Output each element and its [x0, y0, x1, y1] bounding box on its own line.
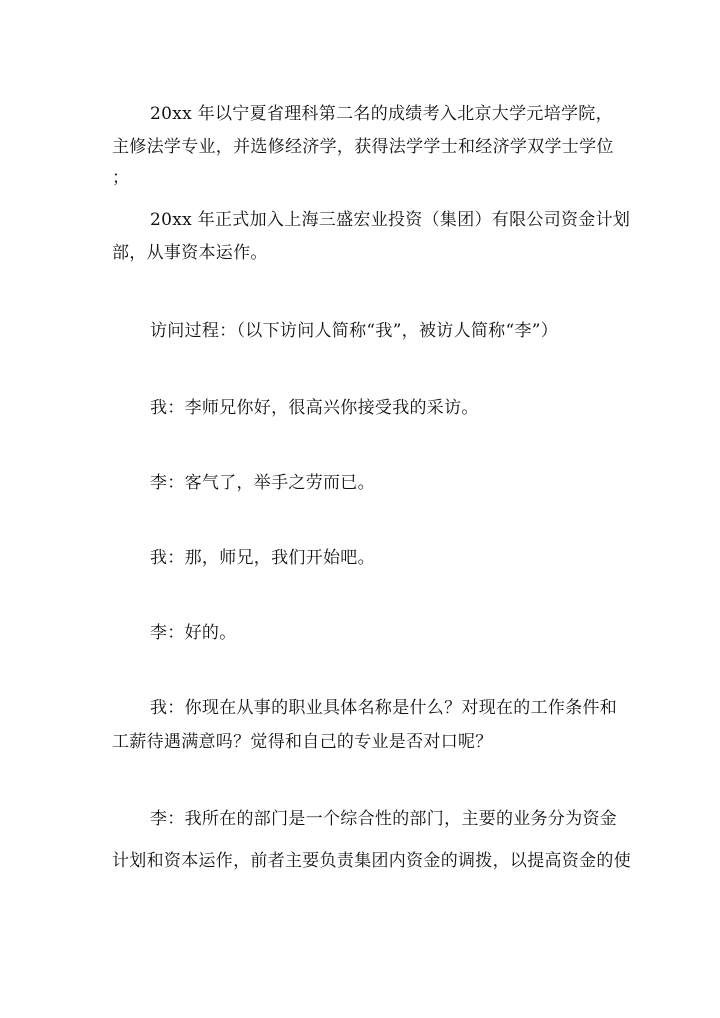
- dialogue-line: 我：李师兄你好，很高兴你接受我的采访。: [150, 398, 479, 418]
- paragraph-line: ；: [112, 168, 130, 188]
- dialogue-line: 李：好的。: [150, 623, 237, 643]
- paragraph-line: 主修法学专业，并选修经济学，获得法学学士和经济学双学士学位: [112, 137, 614, 157]
- interview-intro: 访问过程：（以下访问人简称“我”，被访人简称“李”）: [150, 321, 559, 341]
- paragraph-line: 20xx 年以宁夏省理科第二名的成绩考入北京大学元培学院，: [150, 104, 613, 124]
- dialogue-line: 工薪待遇满意吗？觉得和自己的专业是否对口呢？: [112, 732, 493, 752]
- dialogue-line: 李：客气了，举手之劳而已。: [150, 473, 375, 493]
- paragraph-line: 20xx 年正式加入上海三盛宏业投资（集团）有限公司资金计划: [150, 210, 631, 230]
- dialogue-line: 我：那，师兄，我们开始吧。: [150, 548, 375, 568]
- dialogue-line: 计划和资本运作，前者主要负责集团内资金的调拨，以提高资金的使: [112, 851, 631, 871]
- paragraph-line: 部，从事资本运作。: [112, 243, 268, 263]
- dialogue-line: 我：你现在从事的职业具体名称是什么？对现在的工作条件和: [150, 698, 618, 718]
- dialogue-line: 李：我所在的部门是一个综合性的部门，主要的业务分为资金: [150, 809, 618, 829]
